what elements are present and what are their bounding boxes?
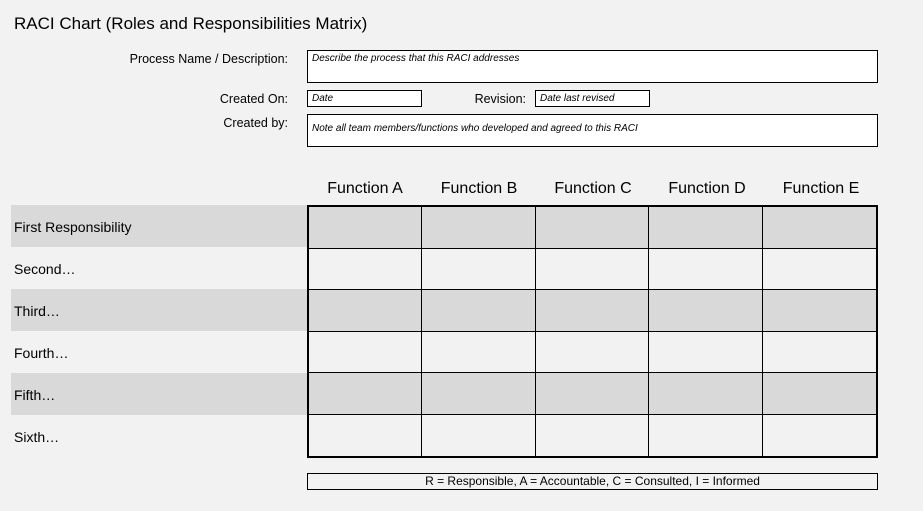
matrix-cell[interactable] xyxy=(763,249,876,291)
raci-legend: R = Responsible, A = Accountable, C = Consulted, I = Informed xyxy=(307,473,878,490)
matrix-cell[interactable] xyxy=(309,249,422,291)
row-label-fourth: Fourth… xyxy=(14,345,69,361)
revision-field[interactable]: Date last revised xyxy=(535,90,650,107)
column-header-function-a: Function A xyxy=(327,180,403,197)
matrix-cell[interactable] xyxy=(649,332,762,374)
matrix-cell[interactable] xyxy=(422,290,535,332)
matrix-cell[interactable] xyxy=(422,249,535,291)
matrix-cell[interactable] xyxy=(649,290,762,332)
matrix-cell[interactable] xyxy=(309,332,422,374)
matrix-cell[interactable] xyxy=(536,415,649,457)
matrix-cell[interactable] xyxy=(309,373,422,415)
matrix-cell[interactable] xyxy=(649,415,762,457)
raci-matrix xyxy=(307,205,878,458)
matrix-cell[interactable] xyxy=(422,415,535,457)
matrix-cell[interactable] xyxy=(763,415,876,457)
row-label-second: Second… xyxy=(14,261,76,277)
row-label-sixth: Sixth… xyxy=(14,429,60,445)
column-header-function-b: Function B xyxy=(440,180,518,197)
process-name-label: Process Name / Description: xyxy=(129,52,288,66)
matrix-cell[interactable] xyxy=(649,373,762,415)
matrix-cell[interactable] xyxy=(649,249,762,291)
matrix-cell[interactable] xyxy=(536,373,649,415)
matrix-cell[interactable] xyxy=(763,290,876,332)
created-on-field[interactable]: Date xyxy=(307,90,422,107)
row-shade xyxy=(11,373,307,415)
matrix-cell[interactable] xyxy=(422,332,535,374)
matrix-cell[interactable] xyxy=(536,290,649,332)
created-by-field[interactable]: Note all team members/functions who developed and agreed to this RACI xyxy=(307,114,878,147)
created-by-label: Created by: xyxy=(223,116,288,130)
matrix-cell[interactable] xyxy=(536,332,649,374)
column-header-function-d: Function D xyxy=(668,180,746,197)
row-label-fifth: Fifth… xyxy=(14,387,56,403)
matrix-cell[interactable] xyxy=(309,207,422,249)
matrix-cell[interactable] xyxy=(536,207,649,249)
matrix-cell[interactable] xyxy=(763,207,876,249)
matrix-cell[interactable] xyxy=(763,332,876,374)
created-on-label: Created On: xyxy=(219,92,288,106)
revision-label: Revision: xyxy=(474,92,526,106)
row-label-first: First Responsibility xyxy=(14,219,132,235)
matrix-cell[interactable] xyxy=(309,290,422,332)
matrix-cell[interactable] xyxy=(422,373,535,415)
process-description-field[interactable]: Describe the process that this RACI addresses xyxy=(307,50,878,83)
column-header-function-e: Function E xyxy=(782,180,860,197)
matrix-cell[interactable] xyxy=(763,373,876,415)
matrix-cell[interactable] xyxy=(649,207,762,249)
matrix-cell[interactable] xyxy=(309,415,422,457)
matrix-cell[interactable] xyxy=(536,249,649,291)
row-label-third: Third… xyxy=(14,303,60,319)
page-title: RACI Chart (Roles and Responsibilities Matrix) xyxy=(14,14,368,33)
matrix-cell[interactable] xyxy=(422,207,535,249)
column-header-function-c: Function C xyxy=(554,180,632,197)
